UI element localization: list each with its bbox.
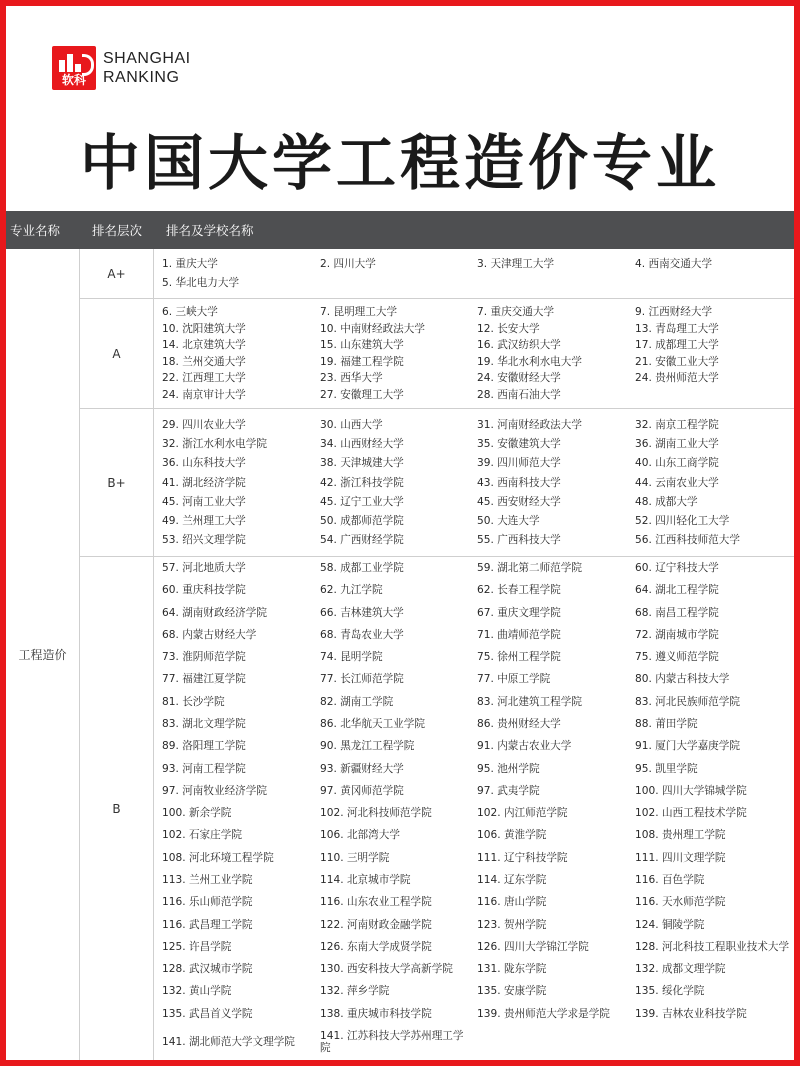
school-entry: 124. 铜陵学院 <box>635 918 705 931</box>
school-entry: 48. 成都大学 <box>635 495 698 508</box>
tier-label: A+ <box>80 249 154 299</box>
school-entry: 81. 长沙学院 <box>162 695 225 708</box>
school-entry: 50. 大连大学 <box>477 514 540 527</box>
school-entry: 68. 内蒙古财经大学 <box>162 628 257 641</box>
school-entry: 100. 四川大学锦城学院 <box>635 784 747 797</box>
school-entry: 55. 广西科技大学 <box>477 533 561 546</box>
school-entry: 131. 陇东学院 <box>477 963 547 976</box>
school-entry: 77. 长江师范学院 <box>320 673 404 686</box>
school-entry: 71. 曲靖师范学院 <box>477 628 561 641</box>
school-entry: 106. 北部湾大学 <box>320 829 400 842</box>
school-entry: 116. 山东农业工程学院 <box>320 896 432 909</box>
tier-b-schools <box>154 557 794 1060</box>
school-entry: 3. 天津理工大学 <box>477 258 555 271</box>
school-entry: 132. 黄山学院 <box>162 985 232 998</box>
school-entry: 45. 西安财经大学 <box>477 495 561 508</box>
school-entry: 4. 西南交通大学 <box>635 258 713 271</box>
school-entry: 102. 石家庄学院 <box>162 829 242 842</box>
school-entry: 68. 青岛农业大学 <box>320 628 404 641</box>
school-entry: 7. 重庆交通大学 <box>477 306 555 319</box>
header-schools: 排名及学校名称 <box>154 211 794 249</box>
school-entry: 97. 武夷学院 <box>477 784 540 797</box>
school-entry: 126. 东南大学成贤学院 <box>320 940 432 953</box>
school-entry: 75. 徐州工程学院 <box>477 651 561 664</box>
tier-label: A <box>80 299 154 409</box>
school-entry: 126. 四川大学锦江学院 <box>477 940 589 953</box>
school-entry: 114. 北京城市学院 <box>320 873 411 886</box>
school-entry: 34. 山西财经大学 <box>320 438 404 451</box>
school-entry: 16. 武汉纺织大学 <box>477 339 561 352</box>
school-entry: 44. 云南农业大学 <box>635 476 719 489</box>
school-entry: 132. 萍乡学院 <box>320 985 390 998</box>
school-entry: 116. 武昌理工学院 <box>162 918 253 931</box>
school-entry: 135. 武昌首义学院 <box>162 1007 253 1020</box>
ranking-table <box>6 211 794 1060</box>
school-entry: 102. 内江师范学院 <box>477 807 568 820</box>
logo-text: 软科 <box>61 73 86 87</box>
school-entry: 45. 河南工业大学 <box>162 495 246 508</box>
school-entry: 22. 江西理工大学 <box>162 372 246 385</box>
school-entry: 7. 昆明理工大学 <box>320 306 398 319</box>
school-entry: 128. 武汉城市学院 <box>162 963 253 976</box>
school-entry: 73. 淮阴师范学院 <box>162 651 246 664</box>
school-entry: 2. 四川大学 <box>320 258 376 271</box>
school-entry: 31. 河南财经政法大学 <box>477 419 582 432</box>
brand-text <box>103 49 191 87</box>
school-entry: 110. 三明学院 <box>320 851 390 864</box>
school-entry: 111. 四川文理学院 <box>635 851 726 864</box>
ranking-sheet <box>6 6 794 1060</box>
school-entry: 72. 湖南城市学院 <box>635 628 719 641</box>
tier-a-schools <box>154 299 794 409</box>
school-entry: 86. 北华航天工业学院 <box>320 717 425 730</box>
major-name: 工程造价 <box>6 249 80 1060</box>
school-entry: 75. 遵义师范学院 <box>635 651 719 664</box>
school-entry: 43. 西南科技大学 <box>477 476 561 489</box>
school-entry: 58. 成都工业学院 <box>320 562 404 574</box>
school-entry: 106. 黄淮学院 <box>477 829 547 842</box>
school-entry: 77. 福建江夏学院 <box>162 673 246 686</box>
school-entry: 74. 昆明学院 <box>320 651 383 664</box>
school-entry: 83. 河北民族师范学院 <box>635 695 740 708</box>
school-entry: 10. 中南财经政法大学 <box>320 322 425 335</box>
school-entry: 100. 新余学院 <box>162 807 232 820</box>
school-entry: 130. 西安科技大学高新学院 <box>320 963 453 976</box>
school-entry: 83. 河北建筑工程学院 <box>477 695 582 708</box>
school-entry: 123. 贺州学院 <box>477 918 547 931</box>
school-entry: 139. 贵州师范大学求是学院 <box>477 1007 610 1020</box>
school-entry: 54. 广西财经学院 <box>320 533 404 546</box>
school-entry: 125. 许昌学院 <box>162 940 232 953</box>
school-entry: 95. 凯里学院 <box>635 762 698 775</box>
school-entry: 38. 天津城建大学 <box>320 457 404 470</box>
tier-label: B <box>80 557 154 1060</box>
school-entry: 138. 重庆城市科技学院 <box>320 1007 432 1020</box>
school-entry: 66. 吉林建筑大学 <box>320 606 404 619</box>
school-entry: 89. 洛阳理工学院 <box>162 740 246 753</box>
school-entry: 29. 四川农业大学 <box>162 419 246 432</box>
school-entry: 6. 三峡大学 <box>162 306 218 319</box>
school-entry: 102. 河北科技师范学院 <box>320 807 432 820</box>
school-entry: 60. 辽宁科技大学 <box>635 562 719 574</box>
school-entry: 111. 辽宁科技学院 <box>477 851 568 864</box>
school-entry: 83. 湖北文理学院 <box>162 717 246 730</box>
tier-label: B+ <box>80 409 154 557</box>
school-entry: 14. 北京建筑大学 <box>162 339 246 352</box>
school-entry: 19. 福建工程学院 <box>320 355 404 368</box>
school-entry: 62. 长春工程学院 <box>477 584 561 597</box>
school-entry: 10. 沈阳建筑大学 <box>162 322 246 335</box>
school-entry: 1. 重庆大学 <box>162 258 218 271</box>
header-major: 专业名称 <box>6 211 80 249</box>
school-entry: 24. 贵州师范大学 <box>635 372 719 385</box>
school-entry: 141. 湖北师范大学文理学院 <box>162 1035 295 1048</box>
school-entry: 95. 池州学院 <box>477 762 540 775</box>
school-entry: 18. 兰州交通大学 <box>162 355 246 368</box>
school-entry: 36. 山东科技大学 <box>162 457 246 470</box>
school-entry: 41. 湖北经济学院 <box>162 476 246 489</box>
school-entry: 56. 江西科技师范大学 <box>635 533 740 546</box>
school-entry: 64. 湖北工程学院 <box>635 584 719 597</box>
school-entry: 91. 厦门大学嘉庚学院 <box>635 740 740 753</box>
school-entry: 49. 兰州理工大学 <box>162 514 246 527</box>
school-entry: 86. 贵州财经大学 <box>477 717 561 730</box>
school-entry: 91. 内蒙古农业大学 <box>477 740 572 753</box>
school-entry: 116. 百色学院 <box>635 873 705 886</box>
school-entry: 90. 黑龙江工程学院 <box>320 740 415 753</box>
school-entry: 24. 南京审计大学 <box>162 388 246 401</box>
school-entry: 116. 唐山学院 <box>477 896 547 909</box>
school-entry: 108. 河北环境工程学院 <box>162 851 274 864</box>
school-entry: 53. 绍兴文理学院 <box>162 533 246 546</box>
school-entry: 30. 山西大学 <box>320 419 383 432</box>
school-entry: 116. 天水师范学院 <box>635 896 726 909</box>
school-entry: 17. 成都理工大学 <box>635 339 719 352</box>
tier-b-plus-schools <box>154 409 794 557</box>
school-entry: 67. 重庆文理学院 <box>477 606 561 619</box>
school-entry: 80. 内蒙古科技大学 <box>635 673 730 686</box>
school-entry: 24. 安徽财经大学 <box>477 372 561 385</box>
school-entry: 45. 辽宁工业大学 <box>320 495 404 508</box>
school-entry: 135. 绥化学院 <box>635 985 705 998</box>
school-entry: 35. 安徽建筑大学 <box>477 438 561 451</box>
school-entry: 15. 山东建筑大学 <box>320 339 404 352</box>
school-entry: 108. 贵州理工学院 <box>635 829 726 842</box>
school-entry: 19. 华北水利水电大学 <box>477 355 582 368</box>
school-entry: 132. 成都文理学院 <box>635 963 726 976</box>
school-entry: 139. 吉林农业科技学院 <box>635 1007 747 1020</box>
school-entry: 13. 青岛理工大学 <box>635 322 719 335</box>
page-title: 中国大学工程造价专业 <box>80 129 720 199</box>
school-entry: 93. 新疆财经大学 <box>320 762 404 775</box>
header-tier: 排名层次 <box>80 211 154 249</box>
school-entry: 21. 安徽工业大学 <box>635 355 719 368</box>
school-entry: 93. 河南工程学院 <box>162 762 246 775</box>
school-entry: 88. 莆田学院 <box>635 717 698 730</box>
school-entry: 40. 山东工商学院 <box>635 457 719 470</box>
school-entry: 122. 河南财政金融学院 <box>320 918 432 931</box>
school-entry: 36. 湖南工业大学 <box>635 438 719 451</box>
school-entry: 27. 安徽理工大学 <box>320 388 404 401</box>
tier-a-plus-schools <box>154 249 794 299</box>
school-entry: 68. 南昌工程学院 <box>635 606 719 619</box>
school-entry: 64. 湖南财政经济学院 <box>162 606 267 619</box>
school-entry: 82. 湖南工学院 <box>320 695 394 708</box>
school-entry: 141. 江苏科技大学苏州理工学院 <box>320 1029 464 1054</box>
school-entry: 52. 四川轻化工大学 <box>635 514 730 527</box>
school-entry: 32. 浙江水利水电学院 <box>162 438 267 451</box>
brand-line-1: SHANGHAI <box>103 50 191 67</box>
school-entry: 135. 安康学院 <box>477 985 547 998</box>
school-entry: 12. 长安大学 <box>477 322 540 335</box>
school-entry: 9. 江西财经大学 <box>635 306 713 319</box>
school-entry: 50. 成都师范学院 <box>320 514 404 527</box>
school-entry: 97. 河南牧业经济学院 <box>162 784 267 797</box>
brand <box>52 46 191 90</box>
school-entry: 39. 四川师范大学 <box>477 457 561 470</box>
school-entry: 60. 重庆科技学院 <box>162 584 246 597</box>
school-entry: 5. 华北电力大学 <box>162 276 240 289</box>
school-entry: 62. 九江学院 <box>320 584 383 597</box>
shanghai-ranking-logo-icon <box>52 46 96 90</box>
brand-line-2: RANKING <box>103 69 180 86</box>
school-entry: 113. 兰州工业学院 <box>162 873 253 886</box>
school-entry: 32. 南京工程学院 <box>635 419 719 432</box>
school-entry: 116. 乐山师范学院 <box>162 896 253 909</box>
school-entry: 59. 湖北第二师范学院 <box>477 562 582 574</box>
school-entry: 97. 黄冈师范学院 <box>320 784 404 797</box>
school-entry: 114. 辽东学院 <box>477 873 547 886</box>
school-entry: 57. 河北地质大学 <box>162 562 246 574</box>
school-entry: 128. 河北科技工程职业技术大学 <box>635 940 790 953</box>
school-entry: 77. 中原工学院 <box>477 673 551 686</box>
school-entry: 23. 西华大学 <box>320 372 383 385</box>
school-entry: 102. 山西工程技术学院 <box>635 807 747 820</box>
school-entry: 28. 西南石油大学 <box>477 388 561 401</box>
school-entry: 42. 浙江科技学院 <box>320 476 404 489</box>
